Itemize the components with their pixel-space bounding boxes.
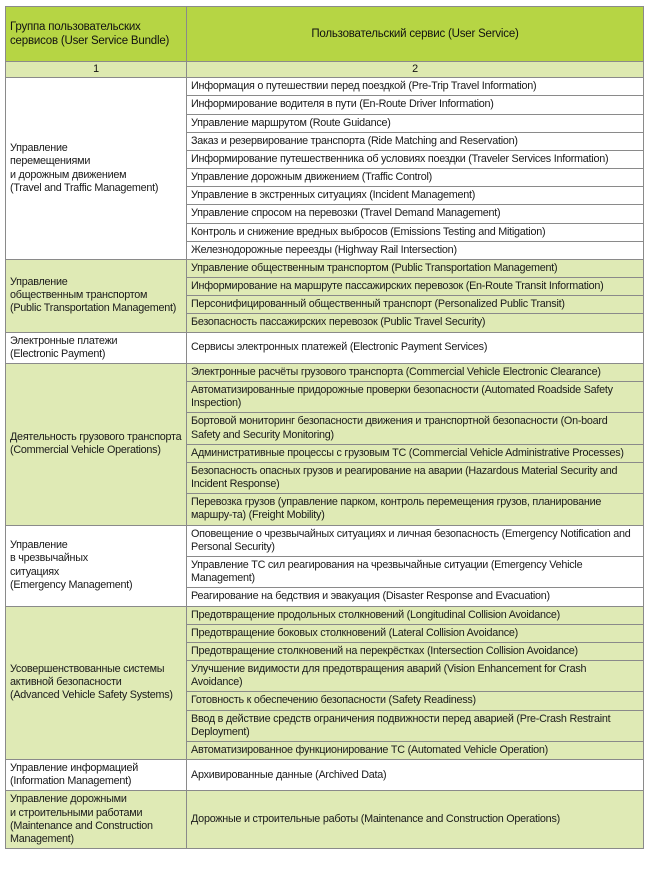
- table-row: [6, 760, 644, 791]
- user-services-table: [5, 6, 644, 849]
- service-cell: Железнодорожные переезды (Highway Rail Intersection): [187, 241, 644, 259]
- service-cell: Управление в экстренных ситуациях (Incident Management): [187, 187, 644, 205]
- service-cell: Персонифицированный общественный транспорт (Personalized Public Transit): [187, 296, 644, 314]
- service-cell: Готовность к обеспечению безопасности (Safety Readiness): [187, 692, 644, 710]
- group-name-cell: [6, 791, 187, 849]
- service-cell: Ввод в действие средств ограничения подвижности перед аварией (Pre-Crash Restraint Deployment): [187, 710, 644, 741]
- group-name-line: (Maintenance and Construction: [10, 819, 153, 832]
- group-name-line: Усовершенствованные системы: [10, 663, 165, 676]
- service-cell: Безопасность пассажирских перевозок (Public Travel Security): [187, 314, 644, 332]
- service-cell: Заказ и резервирование транспорта (Ride Matching and Reservation): [187, 132, 644, 150]
- group-name-line: (Commercial Vehicle Operations): [10, 444, 161, 457]
- column-number-1: 1: [6, 62, 187, 78]
- service-cell: Перевозка грузов (управление парком, контроль перемещения грузов, планирование маршру-та) (Freight Mobility): [187, 494, 644, 525]
- group-name-cell: [6, 363, 187, 525]
- service-cell: Информация о путешествии перед поездкой (Pre-Trip Travel Information): [187, 78, 644, 96]
- column-header-service: Пользовательский сервис (User Service): [187, 7, 644, 62]
- table-row: [6, 78, 644, 96]
- group-name-line: Управление дорожными: [10, 793, 127, 806]
- service-cell: Административные процессы с грузовым ТС (Commercial Vehicle Administrative Processes): [187, 444, 644, 462]
- column-number-row: [6, 62, 644, 78]
- service-cell: Сервисы электронных платежей (Electronic Payment Services): [187, 332, 644, 363]
- group-name-line: ситуациях: [10, 565, 59, 578]
- service-cell: Дорожные и строительные работы (Maintenance and Construction Operations): [187, 791, 644, 849]
- column-number-2: 2: [187, 62, 644, 78]
- group-name-line: Электронные платежи: [10, 334, 118, 347]
- service-cell: Информирование путешественника об условиях поездки (Traveler Services Information): [187, 150, 644, 168]
- service-cell: Управление ТС сил реагирования на чрезвычайные ситуации (Emergency Vehicle Management): [187, 556, 644, 587]
- header-row: [6, 7, 644, 62]
- service-cell: Управление общественным транспортом (Public Transportation Management): [187, 259, 644, 277]
- table-row: [6, 259, 644, 277]
- group-name-line: (Electronic Payment): [10, 347, 106, 360]
- group-name-line: и строительными работами: [10, 806, 143, 819]
- service-cell: Бортовой мониторинг безопасности движения и транспортной безопасности (On-board Safety and Security Monitoring): [187, 413, 644, 444]
- service-cell: Информирование на маршруте пассажирских перевозок (En-Route Transit Information): [187, 278, 644, 296]
- service-cell: Автоматизированные придорожные проверки безопасности (Automated Roadside Safety Inspection): [187, 382, 644, 413]
- group-name-line: (Emergency Management): [10, 578, 133, 591]
- group-name-cell: [6, 78, 187, 260]
- group-name-line: (Information Management): [10, 775, 132, 788]
- table-body: [6, 78, 644, 849]
- group-name-line: Управление: [10, 275, 68, 288]
- column-header-bundle: Группа пользовательских сервисов (User Service Bundle): [6, 7, 187, 62]
- group-name-cell: [6, 525, 187, 606]
- service-cell: Оповещение о чрезвычайных ситуациях и личная безопасность (Emergency Notification and Personal Security): [187, 525, 644, 556]
- table-row: [6, 606, 644, 624]
- group-name-line: (Public Transportation Management): [10, 302, 177, 315]
- table-row: [6, 332, 644, 363]
- group-name-line: Management): [10, 832, 74, 845]
- group-name-line: активной безопасности: [10, 676, 122, 689]
- service-cell: Безопасность опасных грузов и реагирование на аварии (Hazardous Material Security and Incident Response): [187, 462, 644, 493]
- group-name-line: общественным транспортом: [10, 289, 148, 302]
- table-row: [6, 525, 644, 556]
- group-name-line: в чрезвычайных: [10, 552, 88, 565]
- service-cell: Улучшение видимости для предотвращения аварий (Vision Enhancement for Crash Avoidance): [187, 661, 644, 692]
- service-cell: Предотвращение столкновений на перекрёстках (Intersection Collision Avoidance): [187, 642, 644, 660]
- service-cell: Реагирование на бедствия и эвакуация (Disaster Response and Evacuation): [187, 588, 644, 606]
- service-cell: Управление спросом на перевозки (Travel Demand Management): [187, 205, 644, 223]
- service-cell: Управление дорожным движением (Traffic Control): [187, 169, 644, 187]
- service-cell: Электронные расчёты грузового транспорта (Commercial Vehicle Electronic Clearance): [187, 363, 644, 381]
- service-cell: Предотвращение продольных столкновений (Longitudinal Collision Avoidance): [187, 606, 644, 624]
- table-row: [6, 363, 644, 381]
- group-name-cell: [6, 332, 187, 363]
- service-cell: Информирование водителя в пути (En-Route Driver Information): [187, 96, 644, 114]
- group-name-line: Управление информацией: [10, 762, 139, 775]
- group-name-cell: [6, 606, 187, 760]
- service-cell: Автоматизированное функционирование ТС (Automated Vehicle Operation): [187, 741, 644, 759]
- service-cell: Контроль и снижение вредных выбросов (Emissions Testing and Mitigation): [187, 223, 644, 241]
- group-name-line: Управление: [10, 539, 68, 552]
- group-name-line: перемещениями: [10, 155, 91, 168]
- group-name-line: (Travel and Traffic Management): [10, 181, 159, 194]
- group-name-line: Деятельность грузового транспорта: [10, 431, 182, 444]
- group-name-line: Управление: [10, 142, 68, 155]
- service-cell: Управление маршрутом (Route Guidance): [187, 114, 644, 132]
- group-name-cell: [6, 760, 187, 791]
- group-name-line: и дорожным движением: [10, 168, 127, 181]
- service-cell: Архивированные данные (Archived Data): [187, 760, 644, 791]
- service-cell: Предотвращение боковых столкновений (Lateral Collision Avoidance): [187, 624, 644, 642]
- table-row: [6, 791, 644, 849]
- group-name-cell: [6, 259, 187, 332]
- group-name-line: (Advanced Vehicle Safety Systems): [10, 689, 173, 702]
